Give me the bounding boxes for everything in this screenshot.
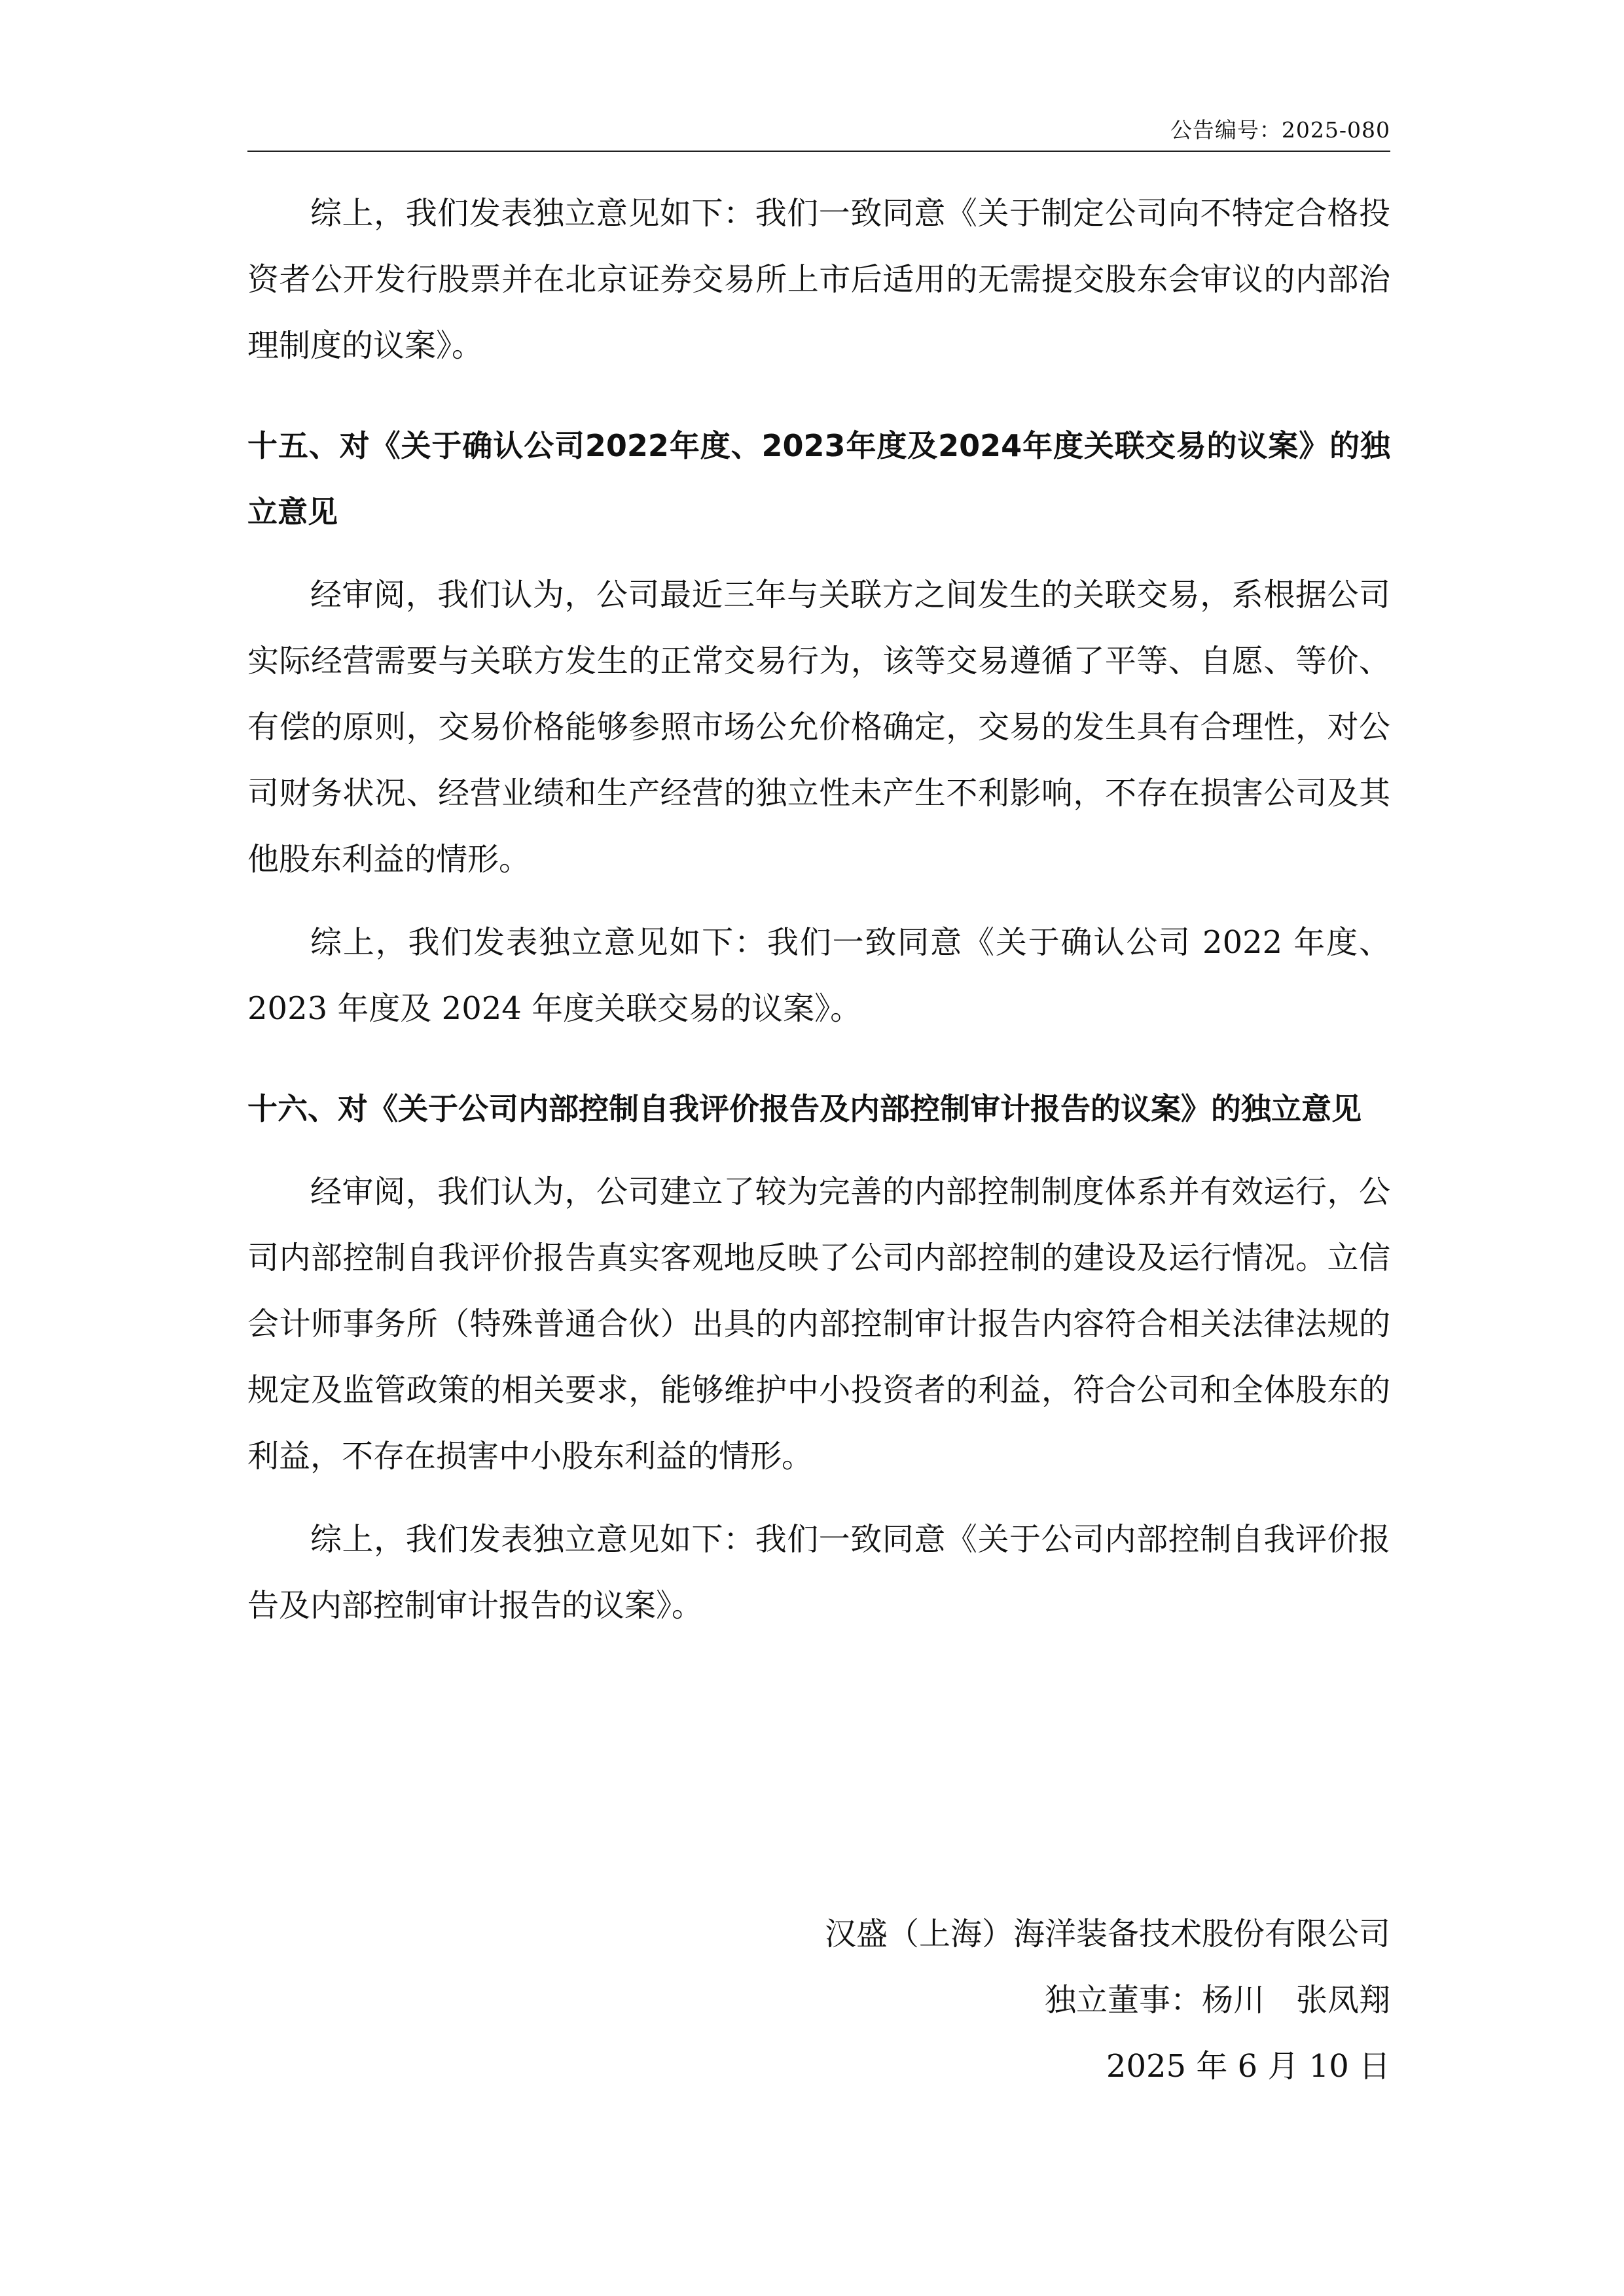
page-header	[247, 111, 1390, 152]
independent-directors: 独立董事：杨川 张凤翔	[1044, 1982, 1390, 2018]
paragraph-review-15: 经审阅，我们认为，公司最近三年与关联方之间发生的关联交易，系根据公司实际经营需要与关联方发生的正常交易行为，该等交易遵循了平等、自愿、等价、有偿的原则，交易价格能够参照市场公允价格确定，交易的发生具有合理性，对公司财务状况、经营业绩和生产经营的独立性未产生不利影响，不存在损害公司及其他股东利益的情形。	[247, 577, 1390, 878]
paragraph-review-16: 经审阅，我们认为，公司建立了较为完善的内部控制制度体系并有效运行，公司内部控制自我评价报告真实客观地反映了公司内部控制的建设及运行情况。立信会计师事务所（特殊普通合伙）出具的内部控制审计报告内容符合相关法律法规的规定及监管政策的相关要求，能够维护中小投资者的利益，符合公司和全体股东的利益，不存在损害中小股东利益的情形。	[247, 1174, 1390, 1475]
paragraph-conclusion-15: 综上，我们发表独立意见如下：我们一致同意《关于确认公司 2022 年度、2023 年度及 2024 年度关联交易的议案》。	[247, 924, 1390, 1027]
paragraph-conclusion-14: 综上，我们发表独立意见如下：我们一致同意《关于制定公司向不特定合格投资者公开发行股票并在北京证券交易所上市后适用的无需提交股东会审议的内部治理制度的议案》。	[247, 195, 1390, 364]
heading-section-15: 十五、对《关于确认公司2022年度、2023年度及2024年度关联交易的议案》的独立意见	[247, 428, 1390, 529]
announcement-number: 公告编号：2025-080	[1170, 117, 1390, 143]
signature-block	[247, 1901, 1390, 2100]
document-body	[247, 181, 1390, 1656]
paragraph-conclusion-16: 综上，我们发表独立意见如下：我们一致同意《关于公司内部控制自我评价报告及内部控制审计报告的议案》。	[247, 1521, 1390, 1624]
company-name: 汉盛（上海）海洋装备技术股份有限公司	[824, 1916, 1390, 1952]
signature-date: 2025 年 6 月 10 日	[1106, 2048, 1390, 2085]
heading-section-16: 十六、对《关于公司内部控制自我评价报告及内部控制审计报告的议案》的独立意见	[247, 1091, 1362, 1126]
